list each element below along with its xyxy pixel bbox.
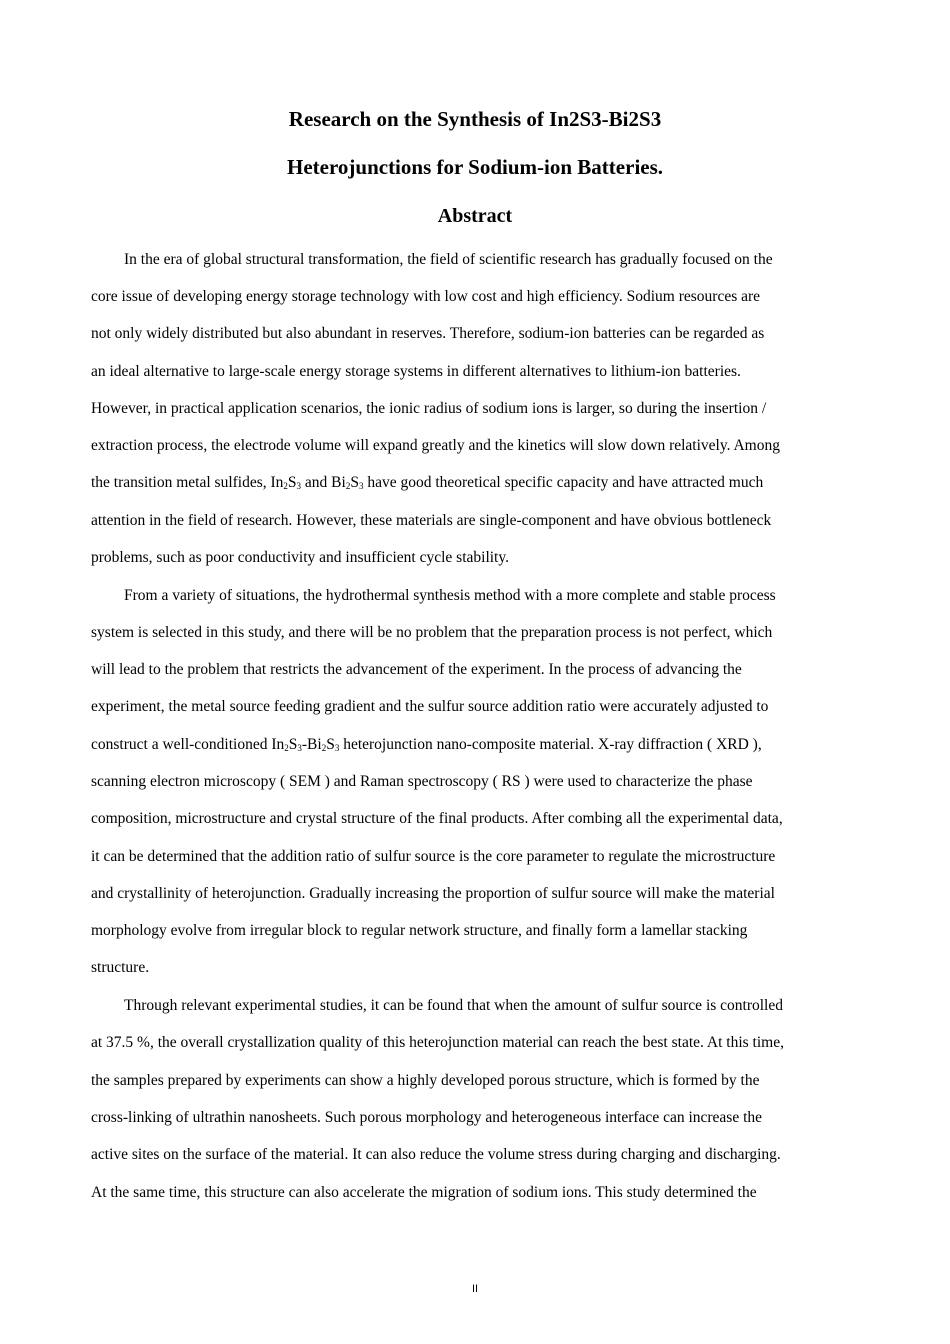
paragraph-line: cross-linking of ultrathin nanosheets. Such porous morphology and heterogeneous interface can increase the [91,1109,763,1126]
paragraph-line: morphology evolve from irregular block to regular network structure, and finally form a lamellar stacking [91,922,748,939]
paragraph-line [91,735,849,755]
subscript: 3 [358,481,364,491]
subscript: 3 [334,743,340,753]
paragraph-line: will lead to the problem that restricts the advancement of the experiment. In the process of advancing the [91,661,742,678]
paragraph-line: it can be determined that the addition ratio of sulfur source is the core parameter to regulate the microstructure [91,848,776,865]
subscript: 2 [283,481,288,491]
subscript: 2 [284,743,289,753]
paragraph-line: In the era of global structural transformation, the field of scientific research has gradually focused on the [124,251,773,268]
page-number: II [471,1283,479,1295]
paragraph-line: scanning electron microscopy ( SEM ) and Raman spectroscopy ( RS ) were used to characterize the phase [91,773,753,790]
paragraph-line: composition, microstructure and crystal structure of the final products. After combing all the experimental data, [91,810,783,827]
text-run: -Bi [301,736,322,753]
text-run: S [350,474,359,491]
paragraph-line: structure. [91,959,150,976]
paragraph-line: However, in practical application scenarios, the ionic radius of sodium ions is larger, so during the insertion / [91,400,767,417]
paragraph-line: active sites on the surface of the material. It can also reduce the volume stress during charging and discharging. [91,1146,781,1163]
text-run: S [287,474,297,491]
text-run: and Bi [301,474,346,491]
paragraph-line: experiment, the metal source feeding gradient and the sulfur source addition ratio were accurately adjusted to [91,698,769,715]
subscript: 3 [296,481,302,491]
paragraph-line: core issue of developing energy storage technology with low cost and high efficiency. Sodium resources are [91,288,761,305]
paragraph-line: the samples prepared by experiments can show a highly developed porous structure, which is formed by the [91,1072,760,1089]
paragraph-line [91,473,849,493]
paragraph-line: system is selected in this study, and there will be no problem that the preparation process is not perfect, which [91,624,773,641]
paragraph-line: problems, such as poor conductivity and insufficient cycle stability. [91,549,509,566]
subscript: 2 [321,743,327,753]
paragraph-line: and crystallinity of heterojunction. Gradually increasing the proportion of sulfur source will make the material [91,885,775,902]
paragraph-line: not only widely distributed but also abundant in reserves. Therefore, sodium-ion batteries can be regarded as [91,325,765,342]
text-run: S [288,736,298,753]
paragraph-line: Through relevant experimental studies, it can be found that when the amount of sulfur source is controlled [124,997,783,1014]
paragraph-line: extraction process, the electrode volume will expand greatly and the kinetics will slow down relatively. Among [91,437,780,454]
text-run: construct a well-conditioned In [91,736,285,753]
text-run: have good theoretical specific capacity and have attracted much [363,474,764,491]
text-run: the transition metal sulfides, In [91,474,284,491]
subscript: 3 [297,743,302,753]
title-line-1: Research on the Synthesis of In2S3-Bi2S3 [288,107,662,131]
paragraph-line: at 37.5 %, the overall crystallization quality of this heterojunction material can reach the best state. At this time, [91,1034,784,1051]
text-run: S [326,736,335,753]
paragraph-line: From a variety of situations, the hydrothermal synthesis method with a more complete and stable process [124,587,776,604]
title-line-2: Heterojunctions for Sodium-ion Batteries. [286,155,664,179]
abstract-heading: Abstract [437,205,513,227]
text-run: heterojunction nano-composite material. X-ray diffraction ( XRD ), [339,736,762,753]
paragraph-line: an ideal alternative to large-scale energy storage systems in different alternatives to lithium-ion batteries. [91,363,741,380]
paragraph-line: attention in the field of research. However, these materials are single-component and have obvious bottleneck [91,512,772,529]
subscript: 2 [345,481,351,491]
paragraph-line: At the same time, this structure can also accelerate the migration of sodium ions. This study determined the [91,1184,757,1201]
